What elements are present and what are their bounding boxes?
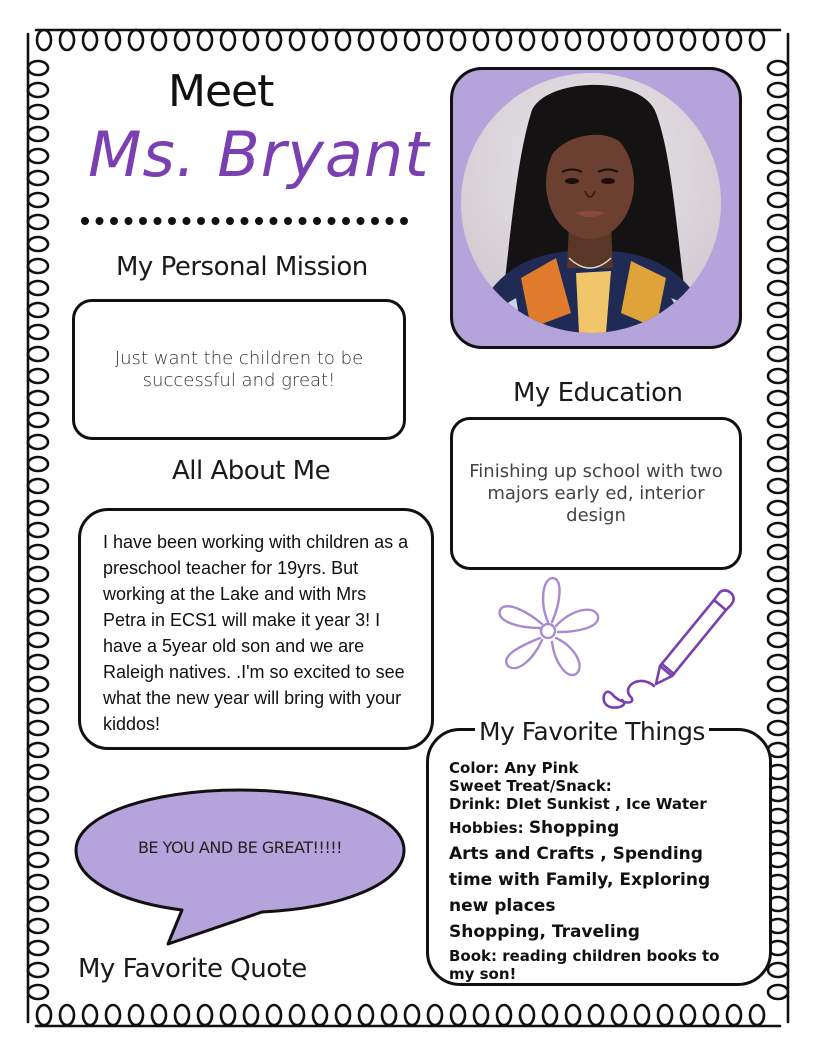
favorite-drink: Drink: DIet Sunkist , Ice Water <box>449 795 707 813</box>
quote-heading: My Favorite Quote <box>78 954 307 984</box>
mission-heading: My Personal Mission <box>116 252 368 282</box>
about-heading: All About Me <box>172 456 331 486</box>
favorites-heading: My Favorite Things <box>475 717 709 746</box>
favorite-book: Book: reading children books to my son! <box>449 947 720 983</box>
about-box <box>78 508 434 750</box>
hobbies-more-1: Arts and Crafts , Spending time with Family, Exploring new places <box>449 844 711 916</box>
teacher-photo <box>461 73 721 333</box>
favorite-hobbies <box>449 819 749 837</box>
flower-pencil-doodle <box>490 574 740 710</box>
mission-box <box>72 299 406 440</box>
favorites-box <box>426 717 772 986</box>
education-text: Finishing up school with two majors early ed, interior design <box>469 460 723 526</box>
flower-doodle-icon <box>500 578 599 675</box>
favorite-treat: Sweet Treat/Snack: <box>449 777 612 795</box>
hobbies-more-2: Shopping, Traveling <box>449 922 640 942</box>
education-box <box>450 417 742 570</box>
favorite-color: Color: Any Pink <box>449 759 579 777</box>
quote-text: BE YOU AND BE GREAT!!!!! <box>137 838 343 857</box>
meet-heading: Meet <box>168 66 274 117</box>
about-text: I have been working with children as a preschool teacher for 19yrs. But working at the Lake and with Mrs Petra in ECS1 will make it year 3! I have a 5year old son and we are Raleigh natives. .I'm so excited to see what the new year will bring with your kiddos! <box>103 532 409 734</box>
education-heading: My Education <box>513 378 683 408</box>
pencil-doodle-icon <box>604 590 734 707</box>
teacher-name: Ms. Bryant <box>88 118 430 191</box>
dotted-divider <box>80 214 422 228</box>
mission-text: Just want the children to be successful and great! <box>114 347 364 391</box>
quote-speech-bubble <box>72 786 408 950</box>
hobbies-label: Hobbies: <box>449 819 524 837</box>
hobbies-value: Shopping <box>528 818 620 838</box>
